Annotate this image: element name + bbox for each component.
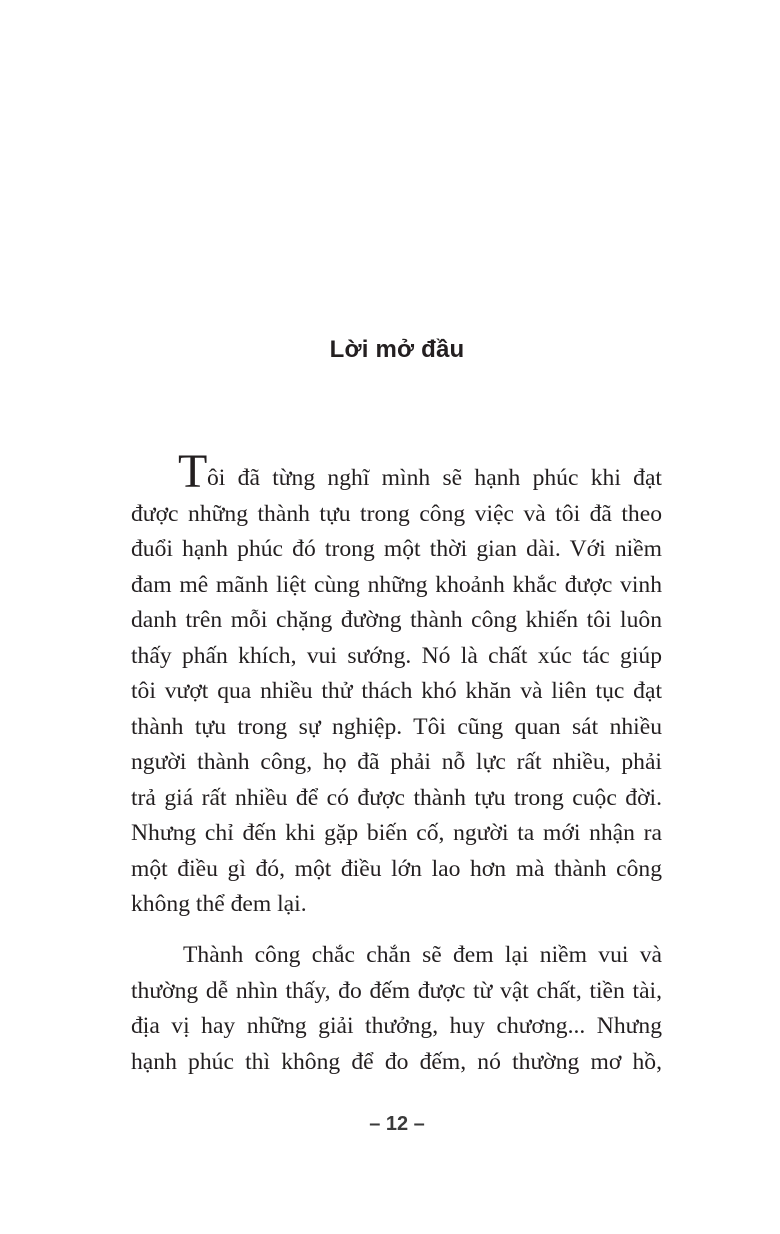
paragraph-1-line: người thành công, họ đã phải nỗ lực rất nhiều, phải (131, 749, 662, 775)
page-number: – 12 – (369, 1113, 425, 1135)
paragraph-1-line: được những thành tựu trong công việc và tôi đã theo (131, 500, 662, 527)
paragraph-1-line: thấy phấn khích, vui sướng. Nó là chất xúc tác giúp (131, 642, 662, 669)
paragraph-1-line: danh trên mỗi chặng đường thành công khiến tôi luôn (131, 607, 662, 633)
paragraph-2-line-1: Thành công chắc chắn sẽ đem lại niềm vui và (183, 942, 662, 968)
paragraph-2 (131, 938, 662, 1080)
paragraph-2-line: địa vị hay những giải thưởng, huy chương... Nhưng (131, 1013, 662, 1039)
paragraph-1-line: một điều gì đó, một điều lớn lao hơn mà thành công (131, 855, 662, 882)
paragraph-1-line: đuổi hạnh phúc đó trong một thời gian dài. Với niềm (131, 536, 662, 562)
paragraph-1-line-1: T ôi đã từng nghĩ mình sẽ hạnh phúc khi đạt (178, 445, 662, 498)
drop-cap: T (178, 445, 208, 498)
chapter-title: Lời mở đầu (329, 336, 465, 363)
paragraph-2-line: hạnh phúc thì không để đo đếm, nó thường mơ hồ, (131, 1048, 662, 1075)
paragraph-2-line: thường dễ nhìn thấy, đo đếm được từ vật chất, tiền tài, (131, 977, 662, 1004)
paragraph-1-line: tôi vượt qua nhiều thử thách khó khăn và liên tục đạt (131, 678, 662, 704)
paragraph-1 (131, 445, 662, 923)
paragraph-1-line: đam mê mãnh liệt cùng những khoảnh khắc được vinh (131, 571, 662, 598)
paragraph-1-line: Nhưng chỉ đến khi gặp biến cố, người ta mới nhận ra (131, 820, 662, 846)
paragraph-1-line: thành tựu trong sự nghiệp. Tôi cũng quan sát nhiều (131, 713, 662, 740)
paragraph-1-line: không thể đem lại. (131, 891, 307, 917)
paragraph-1-line: trả giá rất nhiều để có được thành tựu trong cuộc đời. (131, 784, 662, 811)
